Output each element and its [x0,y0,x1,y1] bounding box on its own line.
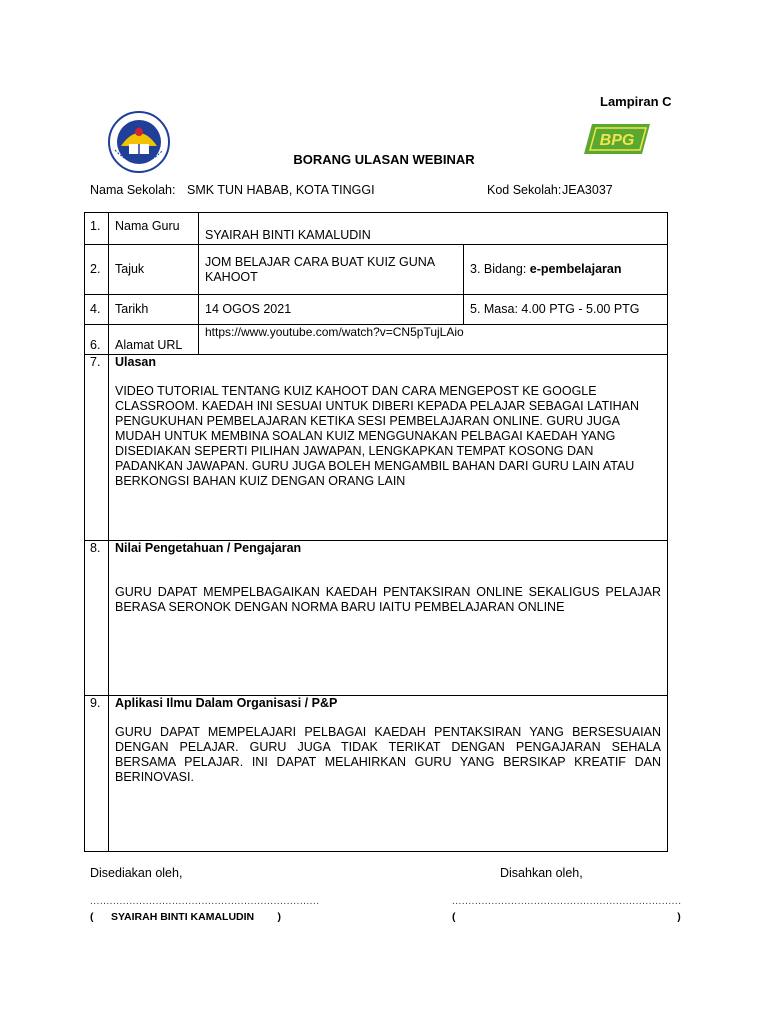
row-number: 2. [85,245,109,295]
row-number: 1. [85,213,109,245]
row-teacher-name [85,213,668,245]
review-heading: Ulasan [115,355,156,369]
application-cell [109,696,668,852]
school-code-label: Kod Sekolah: [487,183,562,197]
row-url [85,325,668,355]
school-name-label: Nama Sekolah: [90,183,176,197]
url-value[interactable]: https://www.youtube.com/watch?v=CN5pTujLAio [199,325,668,355]
teacher-name-value: SYAIRAH BINTI KAMALUDIN [199,213,668,245]
knowledge-cell [109,541,668,696]
approved-by-name: ( ) [452,911,681,923]
knowledge-heading: Nilai Pengetahuan / Pengajaran [115,541,302,555]
approved-by-label: Disahkan oleh, [500,866,583,880]
lampiran-label: Lampiran C [600,94,672,109]
application-heading: Aplikasi Ilmu Dalam Organisasi / P&P [115,696,338,710]
row-application [85,696,668,852]
teacher-name-label: Nama Guru [109,213,199,245]
date-value: 14 OGOS 2021 [199,295,464,325]
row-number: 4. [85,295,109,325]
title-value: JOM BELAJAR CARA BUAT KUIZ GUNA KAHOOT [199,245,464,295]
prepared-by-label: Disediakan oleh, [90,866,183,880]
school-info [90,183,690,201]
row-number: 9. [85,696,109,852]
field-label: 3. Bidang: [470,262,530,276]
time-value: 5. Masa: 4.00 PTG - 5.00 PTG [464,295,668,325]
approved-signature-line: ...................................................................... [452,896,682,907]
application-text: GURU DAPAT MEMPELAJARI PELBAGAI KAEDAH PENTAKSIRAN YANG BERSESUAIAN DENGAN PELAJAR. GURU JUGA TIDAK TERIKAT DENGAN PENGAJARAN SEHALA BERSAMA PELAJAR. INI DAPAT MELAHIRKAN GURU YANG BERSIKAP KREATIF DAN BERINOVASI. [115,725,661,784]
form-title: BORANG ULASAN WEBINAR [293,152,475,167]
field-value: e-pembelajaran [529,262,622,276]
row-number: 8. [85,541,109,696]
school-code-value: JEA3037 [562,183,613,197]
row-date [85,295,668,325]
prepared-by-name: ( SYAIRAH BINTI KAMALUDIN ) [90,911,281,923]
row-knowledge-value [85,541,668,696]
row-number: 7. [85,355,109,541]
prepared-signature-line: ...................................................................... [90,896,320,907]
school-name-value: SMK TUN HABAB, KOTA TINGGI [187,183,375,197]
review-text: VIDEO TUTORIAL TENTANG KUIZ KAHOOT DAN CARA MENGEPOST KE GOOGLE CLASSROOM. KAEDAH INI SESUAI UNTUK DIBERI KEPADA PELAJAR SEBAGAI LATIHAN PENGUKUHAN PEMBELAJARAN KETIKA SESI PEMBELAJARAN ONLINE. GURU JUGA MUDAH UNTUK MEMBINA SOALAN KUIZ MENGGUNAKAN PELBAGAI KAEDAH YANG DISEDIAKAN SEPERTI PILIHAN JAWAPAN, LENGKAPKAN TEMPAT KOSONG DAN PADANKAN JAWAPAN. GURU JUGA BOLEH MENGAMBIL BAHAN DARI GURU LAIN ATAU BERKONGSI BAHAN KUIZ DENGAN ORANG LAIN [115,384,639,488]
review-form-table [84,212,668,852]
row-review [85,355,668,541]
field-cell [464,245,668,295]
row-title [85,245,668,295]
bpg-logo-text: BPG [599,132,635,149]
row-number: 6. [85,325,109,355]
knowledge-text: GURU DAPAT MEMPELBAGAIKAN KAEDAH PENTAKSIRAN ONLINE SEKALIGUS PELAJAR BERASA SERONOK DENGAN NORMA BARU IAITU PEMBELAJARAN ONLINE [115,585,661,614]
date-label: Tarikh [109,295,199,325]
url-label: Alamat URL [109,325,199,355]
title-label: Tajuk [109,245,199,295]
review-cell [109,355,668,541]
